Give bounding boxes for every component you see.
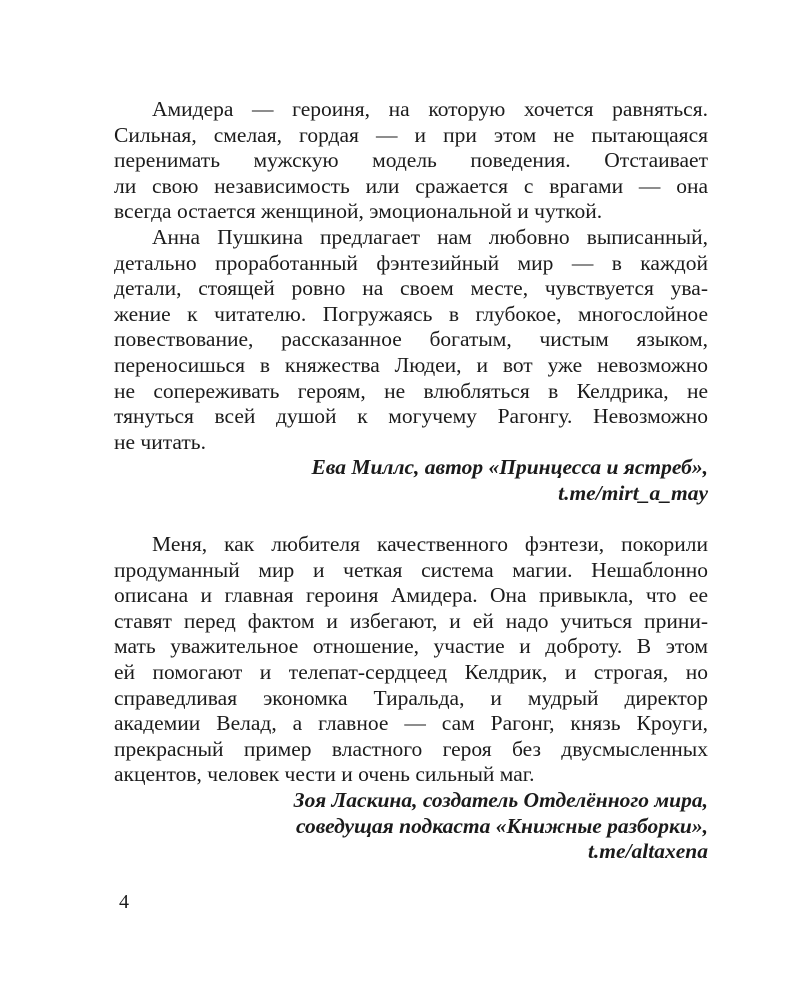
text-line: всегда остается женщиной, эмоциональной и чуткой. [114,199,603,224]
review-1-paragraph-1 [114,97,708,225]
review-2 [114,532,708,865]
text-line: Анна Пушкина предлагает нам любовно выписанный, [152,224,708,249]
review-2-paragraph-1 [114,532,708,788]
text-line: академии Велад, а главное — сам Рагонг, князь Кроуги, [114,711,708,736]
text-line: ли свою независимость или сражается с врагами — она [114,173,708,198]
author-link: t.me/mirt_a_may [558,480,708,505]
text-line: Сильная, смелая, гордая — и при этом не пытающаяся [114,122,708,147]
author-attribution: Ева Миллс, автор «Принцесса и ястреб», [311,455,708,480]
author-attribution: соведущая подкаста «Книжные разборки», [295,813,708,838]
text-line: ставят перед фактом и избегают, и ей надо учиться прини- [114,608,708,633]
text-line: переносишься в княжества Людеи, и вот уже невозможно [114,352,708,377]
text-line: не сопереживать героям, не влюбляться в Келдрика, не [114,378,708,403]
text-line: описана и главная героиня Амидера. Она привыкла, что ее [114,583,708,608]
text-line: продуманный мир и четкая система магии. Нешаблонно [114,557,708,582]
text-line: жение к читателю. Погружаясь в глубокое, многослойное [114,301,708,326]
author-attribution: Зоя Ласкина, создатель Отделённого мира, [293,788,708,813]
review-2-author [114,788,708,865]
text-line: ей помогают и телепат-сердцеед Келдрик, и строгая, но [114,660,708,685]
text-line: Меня, как любителя качественного фэнтези, покорили [152,532,708,557]
text-line: акцентов, человек чести и очень сильный маг. [114,762,535,787]
text-line: перенимать мужскую модель поведения. Отстаивает [114,148,708,173]
review-1 [114,97,708,507]
section-gap [114,507,708,533]
text-line: прекрасный пример властного героя без двусмысленных [114,736,708,761]
text-line: Амидера — героиня, на которую хочется равняться. [152,97,708,121]
review-1-author [114,455,708,506]
text-line: справедливая экономка Тиральда, и мудрый директор [114,685,708,710]
text-line: тянуться всей душой к могучему Рагонгу. Невозможно [114,404,708,429]
review-1-paragraph-2 [114,225,708,455]
text-line: детали, стоящей ровно на своем месте, чувствуется ува- [114,276,708,301]
text-line: повествование, рассказанное богатым, чистым языком, [114,327,708,352]
author-link: t.me/altaxena [587,839,708,864]
page-content [114,97,708,865]
text-line: детально проработанный фэнтезийный мир — в каждой [114,250,708,275]
text-line: не читать. [114,429,206,454]
page-number: 4 [119,891,129,913]
text-line: мать уважительное отношение, участие и доброту. В этом [114,634,708,659]
